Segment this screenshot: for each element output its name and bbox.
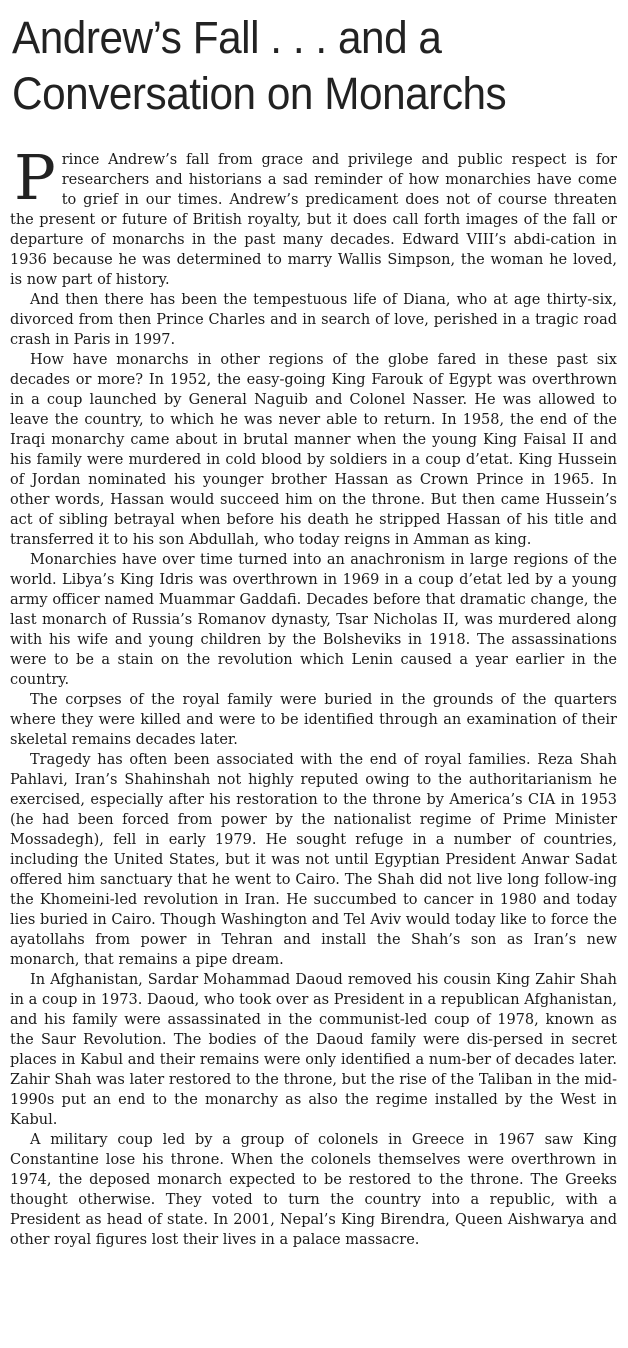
- article-paragraph: [10, 141, 617, 290]
- paragraph-text: rince Andrew’s fall from grace and privilege and public respect is for researchers and historians a sad reminder of how monarchies have come to grief in our times. Andrew’s predicament does not of course threaten the present or future of British royalty, but it does call forth images of the fall or departure of monarchs in the past many decades. Edward VIII’s abdi-cation in 1936 because he was determined to marry Wallis Simpson, the woman he loved, is now part of history.: [10, 152, 617, 288]
- article-paragraph: Tragedy has often been associated with the end of royal families. Reza Shah Pahlavi, Iran’s Shahinshah not highly reputed owing to the authoritarianism he exercised, especially after his restoration to the throne by America’s CIA in 1953 (he had been forced from power by the nationalist regime of Prime Minister Mossadegh), fell in early 1979. He sought refuge in a number of countries, including the United States, but it was not until Egyptian President Anwar Sadat offered him sanctuary that he went to Cairo. The Shah did not live long follow-ing the Khomeini-led revolution in Iran. He succumbed to cancer in 1980 and today lies buried in Cairo. Though Washington and Tel Aviv would today like to force the ayatollahs from power in Tehran and install the Shah’s son as Iran’s new monarch, that remains a pipe dream.: [10, 752, 617, 968]
- headline-line-1: Andrew’s Fall . . . and a: [12, 12, 442, 63]
- article-paragraph: How have monarchs in other regions of the globe fared in these past six decades or more? In 1952, the easy-going King Farouk of Egypt was overthrown in a coup launched by General Naguib and Colonel Nasser. He was allowed to leave the country, to which he was never able to return. In 1958, the end of the Iraqi monarchy came about in brutal manner when the young King Faisal II and his family were murdered in cold blood by soldiers in a coup d’etat. King Hussein of Jordan nominated his younger brother Hassan as Crown Prince in 1965. In other words, Hassan would succeed him on the throne. But then came Hussein’s act of sibling betrayal when before his death he stripped Hassan of his title and transferred it to his son Abdullah, who today reigns in Amman as king.: [10, 352, 617, 548]
- headline-line-2: Conversation on Monarchs: [12, 68, 507, 119]
- article-paragraph: A military coup led by a group of colonels in Greece in 1967 saw King Constantine lose his throne. When the colonels themselves were overthrown in 1974, the deposed monarch expected to be restored to the throne. The Greeks thought otherwise. They voted to turn the country into a republic, with a President as head of state. In 2001, Nepal’s King Birendra, Queen Aishwarya and other royal figures lost their lives in a palace massacre.: [10, 1132, 617, 1248]
- drop-cap: P: [14, 141, 56, 214]
- article-paragraph: The corpses of the royal family were buried in the grounds of the quarters where they were killed and were to be identified through an examination of their skeletal remains decades later.: [10, 692, 617, 748]
- article-paragraph: In Afghanistan, Sardar Mohammad Daoud removed his cousin King Zahir Shah in a coup in 1973. Daoud, who took over as President in a republican Afghanistan, and his family were assassinated in the communist-led coup of 1978, known as the Saur Revolution. The bodies of the Daoud family were dis-persed in secret places in Kabul and their remains were only identified a num-ber of decades later. Zahir Shah was later restored to the throne, but the rise of the Taliban in the mid-1990s put an end to the monarchy as also the regime installed by the West in Kabul.: [10, 972, 617, 1128]
- article-body: [10, 141, 617, 1250]
- article-paragraph: And then there has been the tempestuous life of Diana, who at age thirty-six, divorced from then Prince Charles and in search of love, perished in a tragic road crash in Paris in 1997.: [10, 292, 617, 348]
- headline: [12, 10, 585, 122]
- article-paragraph: Monarchies have over time turned into an anachronism in large regions of the world. Libya’s King Idris was overthrown in 1969 in a coup d’etat led by a young army officer named Muammar Gaddafi. Decades before that dramatic change, the last monarch of Russia’s Romanov dynasty, Tsar Nicholas II, was murdered along with his wife and young children by the Bolsheviks in 1918. The assassinations were to be a stain on the revolution which Lenin caused a year earlier in the country.: [10, 552, 617, 688]
